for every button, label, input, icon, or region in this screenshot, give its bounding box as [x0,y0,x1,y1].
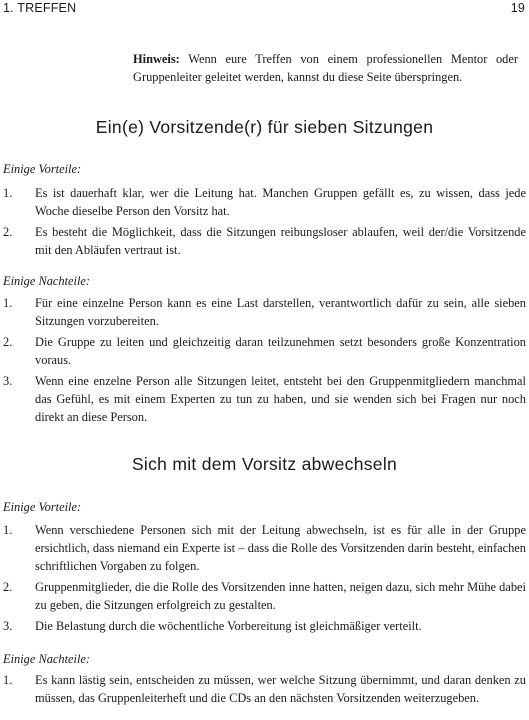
item-text: Es ist dauerhaft klar, wer die Leitung hat. Manchen Gruppen gefällt es, zu wissen, dass jede Woche dieselbe Person den Vorsitz hat. [35,186,526,218]
section-heading: Sich mit dem Vorsitz abwechseln [131,454,398,474]
item-text: Wenn verschiedene Personen sich mit der Leitung abwechseln, ist es für alle in der Gruppe ersichtlich, dass niemand ein Experte ist – dass die Rolle des Vorsitzenden darin besteht, einfachen schriftlichen Vorgaben zu folgen. [35,523,526,573]
item-text: Für eine einzelne Person kann es eine Last darstellen, verantwortlich dafür zu sein, alle sieben Sitzungen vorzubereiten. [35,296,526,328]
item-number: 1. [3,296,13,310]
list-item [3,578,526,614]
item-text: Es kann lästig sein, entscheiden zu müssen, wer welche Sitzung übernimmt, und daran denken zu müssen, das Gruppenleiterheft und die CDs an den nächsten Vorsitzenden weiterzugeben. [35,673,526,705]
cons-label: Einige Nachteile: [3,652,91,666]
section-heading: Ein(e) Vorsitzende(r) für sieben Sitzungen [95,117,434,137]
list-item [3,617,526,635]
page-number: 19 [510,1,525,15]
item-number: 1. [3,186,13,200]
item-number: 2. [3,580,13,594]
chapter-title: 1. TREFFEN [3,1,77,15]
cons-label: Einige Nachteile: [3,274,91,288]
item-text: Die Belastung durch die wöchentliche Vorbereitung ist gleichmäßiger verteilt. [35,619,422,633]
item-text: Es besteht die Möglichkeit, dass die Sitzungen reibungsloser ablaufen, weil der/die Vorsitzende mit den Abläufen vertraut ist. [35,225,526,257]
note-paragraph [133,50,518,86]
list-item [3,372,526,426]
item-number: 3. [3,374,13,388]
item-number: 3. [3,619,13,633]
list-item [3,294,526,330]
list-item [3,184,526,220]
item-text: Die Gruppe zu leiten und gleichzeitig daran teilzunehmen setzt besonders große Konzentration voraus. [35,335,526,367]
list-item [3,521,526,575]
item-number: 1. [3,523,13,537]
item-text: Gruppenmitglieder, die die Rolle des Vorsitzenden inne hatten, neigen dazu, sich mehr Mühe dabei zu geben, die Sitzungen erfolgreich zu gestalten. [35,580,526,612]
item-text: Wenn eine enzelne Person alle Sitzungen leitet, entsteht bei den Gruppenmitgliedern manchmal das Gefühl, es mit einem Experten zu tun zu haben, und sie wenden sich bei Fragen nur noch direkt an diese Person. [35,374,526,424]
item-number: 2. [3,335,13,349]
list-item [3,671,526,707]
list-item [3,333,526,369]
pros-label: Einige Vorteile: [3,500,82,514]
list-item [3,223,526,259]
pros-label: Einige Vorteile: [3,162,82,176]
running-header [0,0,529,18]
note-label: Hinweis: [133,52,180,66]
item-number: 2. [3,225,13,239]
item-number: 1. [3,673,13,687]
note-text: Wenn eure Treffen von einem professionellen Mentor oder Gruppenleiter geleitet werden, kannst du diese Seite überspringen. [133,52,518,84]
